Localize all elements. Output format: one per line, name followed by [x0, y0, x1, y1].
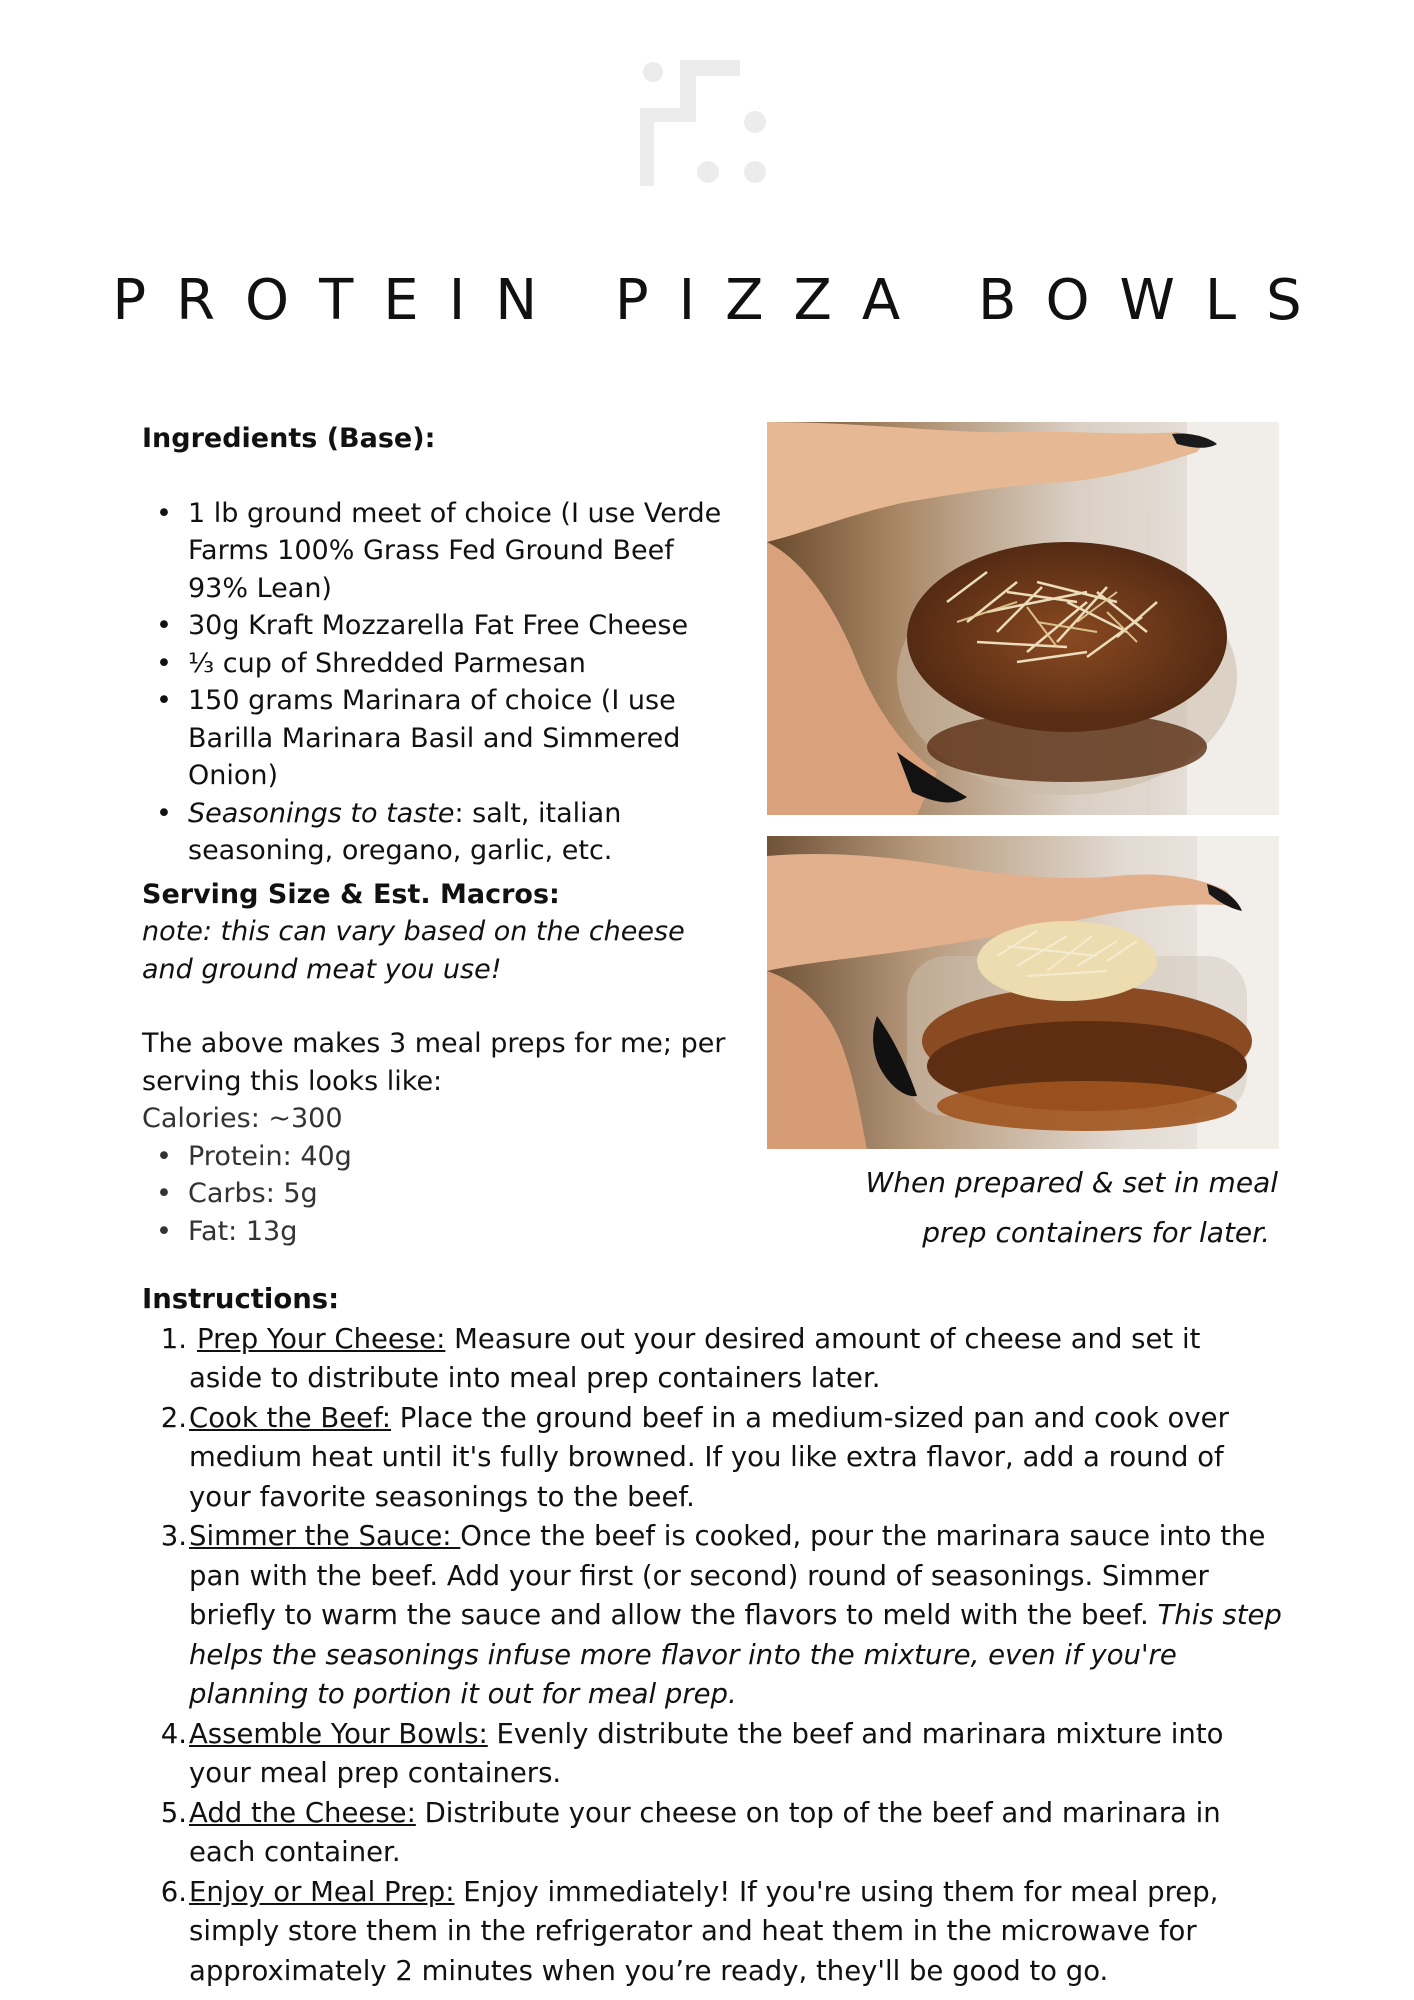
list-item — [142, 1873, 1282, 1992]
step-note: This step helps the seasonings infuse more flavor into the mixture, even if you're planning to portion it out for meal prep. — [189, 1599, 1282, 1710]
brand-logo-icon — [640, 56, 780, 196]
list-item: • ⅓ cup of Shredded Parmesan — [142, 645, 742, 683]
step-label: Prep Your Cheese: — [197, 1322, 446, 1355]
step-number: 6. — [160, 1875, 187, 1908]
pizza-bowl-photo-top — [767, 422, 1279, 815]
list-item: • 150 grams Marinara of choice (I use Barilla Marinara Basil and Simmered Onion) — [142, 682, 742, 795]
list-item: • Carbs: 5g — [142, 1175, 742, 1213]
list-item — [142, 1715, 1282, 1794]
instructions-section — [142, 1280, 1282, 1991]
page-title: PROTEIN PIZZA BOWLS — [112, 268, 1332, 333]
list-item — [142, 1794, 1282, 1873]
step-text: Evenly distribute the beef and marinara mixture into your meal prep containers. — [189, 1717, 1224, 1789]
list-item — [142, 1517, 1282, 1715]
step-label: Simmer the Sauce: — [189, 1520, 461, 1552]
macros-intro: The above makes 3 meal preps for me; per serving this looks like: — [142, 1028, 726, 1097]
list-item: • Protein: 40g — [142, 1138, 742, 1176]
step-number: 4. — [160, 1717, 187, 1750]
step-text: Distribute your cheese on top of the beef and marinara in each container. — [189, 1796, 1221, 1868]
seasoning-text: : salt, italian seasoning, oregano, garlic, etc. — [188, 797, 622, 866]
step-text: Measure out your desired amount of cheese and set it aside to distribute into meal prep containers later. — [189, 1322, 1201, 1394]
caption-line: prep containers for later. — [922, 1216, 1270, 1249]
pizza-bowl-photo-side — [767, 836, 1279, 1149]
calories-value: Calories: ~300 — [142, 1103, 343, 1134]
step-text: Enjoy immediately! If you're using them for meal prep, simply store them in the refrigerator and heat them in the microwave for approximately 2 minutes when you’re ready, they'll be good to go. — [189, 1875, 1219, 1987]
seasoning-label: Seasonings to taste — [188, 797, 455, 829]
macros-list — [142, 1138, 742, 1251]
step-number: 3. — [160, 1520, 187, 1552]
caption-line: When prepared & set in meal — [865, 1166, 1278, 1199]
photo-caption — [760, 1158, 1278, 1258]
step-text: Place the ground beef in a medium-sized pan and cook over medium heat until it's fully browned. If you like extra flavor, add a round of your favorite seasonings to the beef. — [189, 1401, 1229, 1513]
step-number: 2. — [160, 1401, 187, 1434]
macros-note: note: this can vary based on the cheese and ground meat you use! — [142, 916, 685, 985]
ingredients-heading: Ingredients (Base): — [142, 423, 436, 454]
list-item — [142, 795, 742, 870]
list-item: • 1 lb ground meet of choice (I use Verde Farms 100% Grass Fed Ground Beef 93% Lean) — [142, 495, 742, 608]
step-number: 1. — [160, 1322, 187, 1355]
instructions-heading: Instructions: — [142, 1283, 340, 1315]
list-item — [142, 1320, 1282, 1399]
step-label: Assemble Your Bowls: — [189, 1717, 488, 1750]
macros-heading: Serving Size & Est. Macros: — [142, 878, 560, 910]
ingredients-list — [142, 495, 742, 870]
step-label: Cook the Beef: — [189, 1401, 392, 1434]
step-label: Enjoy or Meal Prep: — [189, 1875, 455, 1908]
ingredients-section — [142, 420, 742, 1250]
step-number: 5. — [160, 1796, 187, 1829]
step-text: Once the beef is cooked, pour the marinara sauce into the pan with the beef. Add your first (or second) round of seasonings. Simmer briefly to warm the sauce and allow the flavors to meld with the beef. — [189, 1520, 1266, 1631]
list-item — [142, 1399, 1282, 1518]
list-item: • 30g Kraft Mozzarella Fat Free Cheese — [142, 607, 742, 645]
list-item: • Fat: 13g — [142, 1213, 742, 1251]
instructions-list — [142, 1320, 1282, 1992]
step-label: Add the Cheese: — [189, 1796, 416, 1829]
